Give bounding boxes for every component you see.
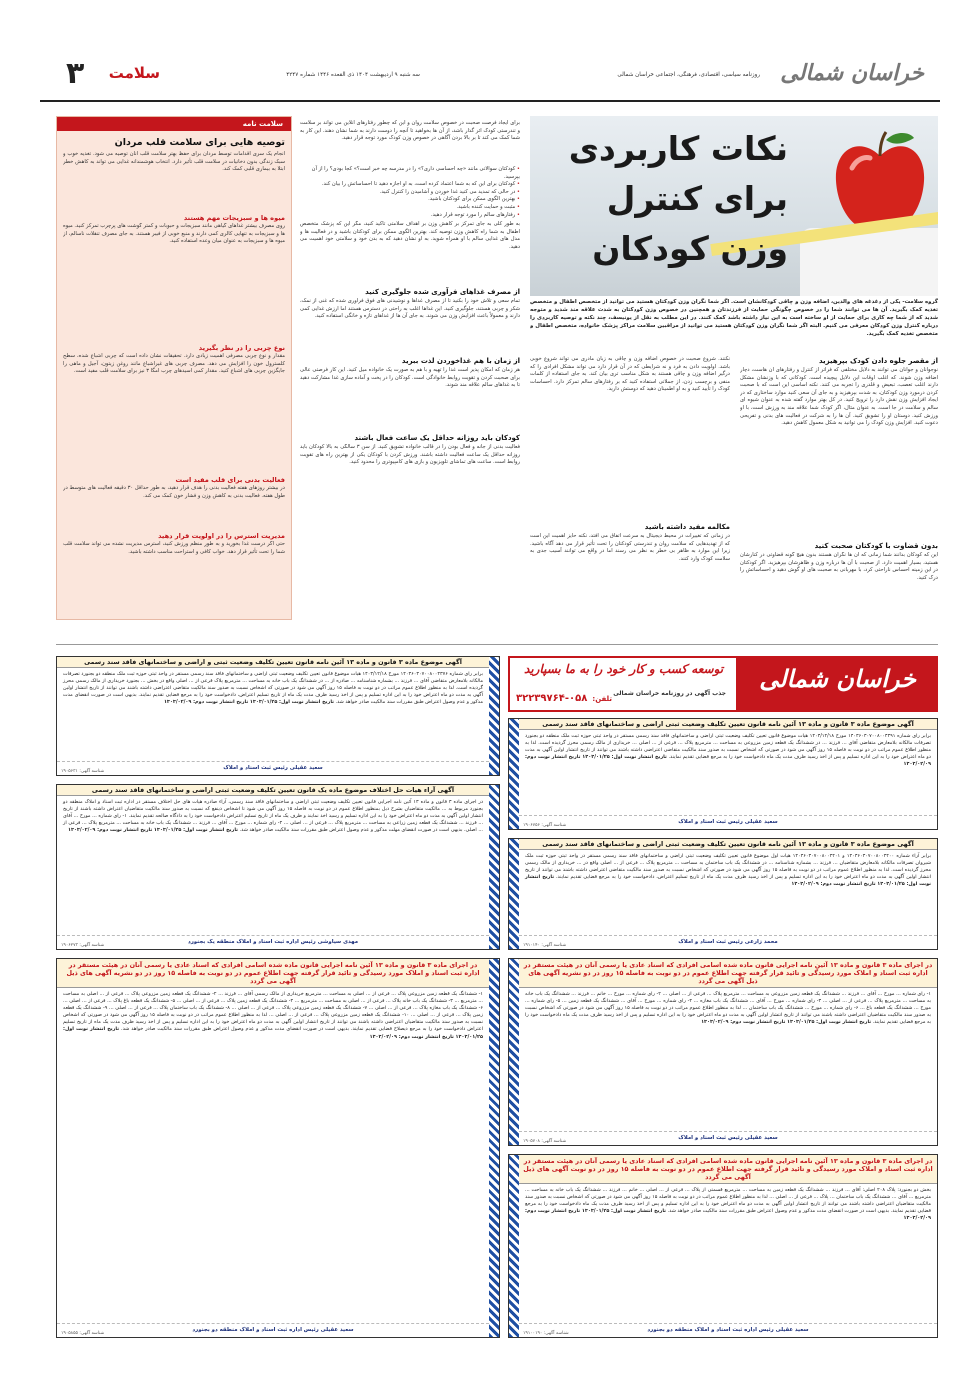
ad-body: برابر آراء شماره ۱۴۰۳۶۰۳۰۷۰۰۸۰۰۴۴۰۰ و ۱۴۰۳۶۰۳۰۷۰۰۸۰۰۴۴۰۱ هیات اول موضوع قانون تعیین تکلیف وضعیت ثبتی اراضی و ساختمانهای فاقد سند رسمی مستقر در واحد ثبتی حوزه ثبت ملک شیروان تصرفات مالکانه بلامعارض متقاضیان ... فرزند ... بشماره شناسنامه ... در ششدانگ یک باب ساختمان به مساحت ... مترمربع پلاک ... فرعی از ... اصلی واقع در ... خریداری از مالک رسمی محرز گردیده است. لذا به منظور اطلاع عموم مراتب در دو نوبت به فاصله ۱۵ روز آگهی می شود در صورتی که اشخاص نسبت به صدور سند مالکیت متقاضی اعتراضی داشته باشند می توانند از تاریخ انتشار اولین آگهی به مدت دو ماه اعتراض خود را به این اداره تسلیم و پس از اخذ رسید ظرف مدت یک ماه از تاریخ تسلیم اعتراض، دادخواست خود را به مرجع قضایی تقدیم نمایند. تاریخ انتشار نوبت اول: ۱۴۰۴/۰۱/۲۵ تاریخ انتشار نوبت دوم: ۱۴۰۴/۰۲/۰۹ — [525, 853, 931, 888]
col1-text: نوجوانان و جوانان می توانند به دلایل مختلفی که فراتر از کنترل و رفتارهای آن هاست، دچار اضافه وزن شوند. که اغلب اوقات این دلایل پیچیده است. کودکانی که با وزنشان مشکل دارند اغلب تعصب، تبعیض و قلدری را تجربه می کنند. نکته اساسی این است که با صحبت کردن درمورد وزن کودکتان، به شدت بپرهیزید و به جای آن سعی کنید موارد ساختاری که در ایجاد افزایش وزن نقش دارد را ترویج کنید. در کل بهتر موارد گفته شده به عنوان شیوه ای سالم و سلامت در جا است. به عنوان مثال، اگر کودک شما علاقه مند به ورزش است، با او ورزش کنید. دوستان او را تشویق کنید. آن ها را به شرکت در فعالیت های بدنی و تفریحی دعوت کنید. افزایش وزن کودک را می توانید به شکل معمول کاهش دهید. — [740, 367, 938, 427]
ad-ref: شناسه آگهی: ۱۹۰۵۸۵۵ — [61, 1331, 105, 1336]
ad-body: ۱- رای شماره ... مورخ ... آقای ... فرزند ... ششدانگ یک قطعه زمین مزروعی به مساحت ... مترمربع پلاک ... فرعی از ... اصلی ... ۲- رای شماره ... مورخ ... خانم ... فرزند ... ششدانگ یک باب خانه به مساحت ... مترمربع پلاک ... فرعی از ... اصلی ... ۳- رای شماره ... مورخ ... آقای ... ششدانگ یک باب مغازه ... ۴- رای شماره ... مورخ ... آقای ... ششدانگ یک قطعه زمین ... ۵- رای شماره ... مورخ ... ششدانگ یک قطعه باغ ... ۶- رای شماره ... مورخ ... ششدانگ یک باب ساختمان ... لذا به منظور اطلاع عموم مراتب در دو نوبت به فاصله ۱۵ روز آگهی می شود در صورتی که اشخاص نسبت به صدور سند مالکیت متقاضیان اعتراضی داشته باشند می توانند از تاریخ انتشار اولین آگهی به مدت دو ماه اعتراض خود را به این اداره تسلیم و پس از اخذ رسید ظرف مدت یک ماه دادخواست خود را به مرجع قضایی تقدیم نمایند. تاریخ انتشار نوبت اول: ۱۴۰۴/۰۱/۲۵ تاریخ انتشار نوبت دوم: ۱۴۰۴/۰۲/۰۹ — [525, 991, 931, 1026]
col2-text: نکنند. شروع صحبت در خصوص اضافه وزن و چاقی به زبان مادری می تواند شروع خوبی باشد. اولویت دادن به فرد و نه شرایطی که در آن قرار دارد می تواند مشکل افرادی را که درگیر اضافه وزن و چاقی هستند به شکل مناسب تری بیان کند. به جای استفاده از کلمات منفی و برچسب زدن، از جملاتی استفاده کنید که بر رفتارهای سالم تمرکز دارد. احساسات کودک را تأیید کنید و به او اطمینان دهید که دوستش دارید. — [530, 356, 730, 393]
ad-dates: تاریخ انتشار نوبت اول: ۱۴۰۴/۰۱/۲۵ تاریخ انتشار نوبت دوم: ۱۴۰۴/۰۲/۰۹ — [525, 754, 931, 768]
ad-ref: شناسه آگهی: ۱۹۱۰۱۴۰ — [523, 943, 567, 948]
ad-ref: شناسه آگهی: ۱۹۰۵۷۰۸ — [523, 1139, 567, 1144]
col2-heading: مکالمه مفید داشته باشید — [644, 523, 730, 531]
legal-ad-2 — [56, 784, 500, 950]
paper-tagline: روزنامه سیاسی، اقتصادی، فرهنگی، اجتماعی خراسان شمالی — [617, 72, 760, 78]
ad-signature: سعید عقیلی رئیس ثبت اسناد و املاک — [519, 815, 937, 829]
banner-phone[interactable]: ۰۵۸-۳۲۲۳۹۷۶۴ — [516, 693, 588, 704]
ad-headline: در اجرای ماده ۳ قانون و ماده ۱۳ آئین نامه اجرایی قانون ماده شده اسامی افرادی که اسناد عادی یا رسمی آنان در هیئت مستقر در اداره ثبت اسناد و املاک مورد رسیدگی و تائید قرار گرفته جهت اطلاع عموم در دو نوبت به فاصله ۱۵ روز در دو نشریه آگهی های ذیل آگهی می گردد — [519, 959, 937, 988]
col3-text-3: تمام سعی و تلاش خود را بکنید تا از مصرف غذاها و نوشیدنی های فوق فرآوری شده که غنی از نمک، شکر و چربی هستند، جلوگیری کنید. این غذاها اغلب به راحتی در دسترس هستند اما ارزش غذایی کمی دارند و معمولاً باعث افزایش وزن می شوند. به جای آن ها از غذاهای تازه و خانگی استفاده کنید. — [300, 298, 520, 320]
sidebar-h3: فعالیت بدنی برای قلب مفید است — [175, 476, 285, 484]
ad-dates: تاریخ انتشار نوبت اول: ۱۴۰۴/۰۱/۲۵ تاریخ انتشار نوبت دوم: ۱۴۰۴/۰۲/۰۹ — [67, 827, 239, 834]
ad-body: برابر رای شماره ۱۴۰۳۶۰۳۰۷۰۰۸۰۰۴۳۹۱ مورخ ۱۴۰۳/۱۲/۱۸ هیات موضوع قانون تعیین تکلیف وضعیت ثبتی اراضی و ساختمانهای فاقد سند رسمی مستقر در واحد ثبتی حوزه ثبت ملک منطقه دو بجنورد تصرفات مالکانه بلامعارض متقاضی آقای ... فرزند ... در ششدانگ یک قطعه زمین مزروعی به مساحت ... مترمربع پلاک ... فرعی از ... اصلی ... خریداری از مالک رسمی محرز گردیده است. لذا به منظور اطلاع عموم مراتب در دو نوبت به فاصله ۱۵ روز آگهی می شود در صورتی که اشخاص نسبت به صدور سند مالکیت متقاضی اعتراضی داشته باشند می توانند از تاریخ انتشار اولین آگهی به مدت دو ماه اعتراض خود را به این اداره تسلیم و پس از اخذ رسید ظرف مدت یک ماه دادخواست خود را به مرجع قضایی تقدیم نمایند. تاریخ انتشار نوبت اول: ۱۴۰۴/۰۱/۲۵ تاریخ انتشار نوبت دوم: ۱۴۰۴/۰۲/۰۹ — [525, 733, 931, 768]
ad-headline: آگهی آراء هیات حل اختلاف موضوع ماده یک قانون تعیین تکلیف وضعیت ثبتی اراضی و ساختمانهای فاقد سند رسمی — [57, 785, 489, 796]
sidebar-intro: انجام یک سری اقدامات توسط مردان برای حفظ بهتر سلامت قلب آنان توصیه می شود. تغذیه خوب و سبک زندگی بدون دخانیات در سلامت قلب تأثیر دارد. انتخاب هوشمندانه غذایی می تواند به کاهش خطر ابتلا به بیماری قلبی کمک کند. — [63, 151, 285, 173]
ad-headline: آگهی موضوع ماده ۳ قانون و ماده ۱۳ آئین نامه قانون تعیین تکلیف وضعیت ثبتی اراضی و ساختمانهای فاقد سند رسمی — [519, 839, 937, 850]
ad-headline: آگهی موضوع ماده ۳ قانون و ماده ۱۳ آئین نامه قانون تعیین تکلیف وضعیت ثبتی اراضی و ساختمانهای فاقد سند رسمی — [519, 719, 937, 730]
sidebar-label-bar — [57, 117, 291, 131]
ad-body: در اجرای ماده ۳ قانون و ماده ۱۳ آئین نامه اجرایی قانون تعیین تکلیف وضعیت ثبتی اراضی و ساختمانهای فاقد سند رسمی، آراء صادره هیات های حل اختلاف مستقر در اداره ثبت اسناد و املاک منطقه دو بجنورد مربوط به ... مالکیت متقاضیان بشرح ذیل بمنظور اطلاع عموم در دو نوبت به فاصله ۱۵ روز آگهی می شود تا اشخاص ذینفع که نسبت به صدور سند مالکیت متقاضیان اعتراض داشته باشند از تاریخ انتشار اولین آگهی به مدت دو ماه اعتراض خود را به این اداره تسلیم و رسید اخذ نمایند و ظرف یک ماه از تاریخ تسلیم اعتراض دادخواست خود را به دادگاه صالحه تقدیم نمایند. ۱- رای شماره ... مورخ ... آقای ... فرزند ... ششدانگ یک قطعه زمین زراعی به مساحت ... مترمربع پلاک ... فرعی از ... اصلی ... ۲- رای شماره ... مورخ ... آقای ... فرزند ... ششدانگ یک باب خانه به مساحت ... مترمربع پلاک ... فرعی از ... اصلی. بدیهی است در صورت انقضای مهلت مذکور و عدم وصول اعتراض طبق مقررات سند مالکیت صادر خواهد شد. تاریخ انتشار نوبت اول: ۱۴۰۴/۰۱/۲۵ تاریخ انتشار نوبت دوم: ۱۴۰۴/۰۲/۰۹ — [63, 799, 484, 834]
legal-ad-4 — [508, 838, 938, 950]
col3-heading-3: کودکان باید روزانه حداقل یک ساعت فعال باشند — [354, 434, 520, 443]
col1-heading: از مقصر جلوه دادن کودک بپرهیزید — [818, 357, 938, 365]
health-sidebar — [56, 116, 292, 620]
ad-dates: تاریخ انتشار نوبت اول: ۱۴۰۴/۰۱/۲۵ تاریخ انتشار نوبت دوم: ۱۴۰۴/۰۲/۰۹ — [163, 699, 334, 706]
sidebar-label: سلامت نامه — [242, 120, 283, 128]
ad-body: بخش دو بجنورد: پلاک ۲۰۸ اصلی: آقای ... فرزند ... ششدانگ یک قطعه زمین به مساحت ... مترمربع قسمتی از پلاک ... فرعی از ... اصلی ... خانم ... فرزند ... ششدانگ یک باب خانه به مساحت ... مترمربع ... آقای ... ششدانگ یک باب ساختمان ... پلاک ... فرعی از ... اصلی ... لذا به منظور اطلاع عموم مراتب در دو نوبت به فاصله ۱۵ روز آگهی می شود در صورتی که اشخاص نسبت به صدور سند مالکیت متقاضیان اعتراضی داشته باشند می توانند از تاریخ انتشار اولین آگهی به مدت دو ماه اعتراض خود را به این اداره تسلیم و پس از اخذ رسید ظرف مدت یک ماه دادخواست خود را به مرجع قضایی تقدیم نمایند. بدیهی است در صورت انقضای مدت مذکور و عدم وصول اعتراض طبق مقررات سند مالکیت صادر خواهد شد. تاریخ انتشار نوبت اول: ۱۴۰۴/۰۱/۲۵ تاریخ انتشار نوبت دوم: ۱۴۰۴/۰۲/۰۹ — [525, 1187, 932, 1222]
banner-sub: جذب آگهی در روزنامه خراسان شمالی — [613, 690, 726, 697]
col3-text-5: فعالیت بدنی از جانه و فعال بودن را در قالب خانواده تشویق کنید. از سن ۳ سالگی به بالا کودکان باید روزانه حداقل یک ساعت فعالیت داشته باشند. ورزش کردن با کودکان یکی از بهترین راه های تقویت روابط است. ساعت های تماشای تلویزیون و بازی های کامپیوتری را محدود کنید. — [300, 444, 520, 466]
col3-text: برای ایجاد فرصت صحبت در خصوص سلامت روان و این که چطور رفتارهای آنلاین می تواند بر سلامت و تندرستی کودک اثر گذار باشد، از آن ها بخواهید تا آنچه را دوست دارند به شما نشان دهند. این کار به شما کمک می کند تا بر بالا بردن آگاهی در خصوص وزن کودک مورد توجه قرار دهید. — [300, 120, 520, 142]
issue-date-line: سه شنبه ۹ اردیبهشت ۱۴۰۴ ذی القعده ۱۴۴۶ شماره ۴۲۴۷ — [286, 72, 420, 78]
col3-bullet: • مثبت و حمایت کننده باشید. — [456, 203, 520, 210]
col1-heading-2: بدون قضاوت با کودکتان صحبت کنید — [814, 542, 938, 550]
feature-col-2 — [530, 356, 730, 618]
legal-ad-6 — [508, 958, 938, 1146]
banner-phone-label: تلفن: — [592, 695, 613, 703]
sidebar-h4: مدیریت استرس را در اولویت قرار دهید — [158, 532, 285, 540]
feature-lead: گروه سلامت- یکی از دغدغه های والدین، اضافه وزن و چاقی کودکانشان است. اگر شما نگران وزن کودکتان هستید می توانید از متخصص اطفال و متخصص تغذیه کمک بگیرید. آن ها می توانند شما را در خصوص چگونگی حمایت از فرزندتان و همچنین در خصوص وزن کودکتان به شدت علاقه مند شدید و متوجه شدید که از شما چه کاری برای حمایت از او ساخته است به این نیاز داشته باشد کمک کنند. در این مطلب به نقل از یونیسف، چند نکته و توصیه کاربردی را درباره کنترل وزن کودکان معرفی می کنیم. البته اگر شما نگران وزن کودکتان هستید می توانید از مراقبین سلامت مراکز پزشک خانواده، متخصص اطفال و متخصص تغذیه کمک بگیرید. — [530, 299, 938, 337]
col3-bullet: • بهترین الگوی ممکن برای کودکتان باشید. — [428, 196, 520, 203]
col2-text-2: در زمانی که تغییرات در محیط دیجیتال به سرعت اتفاق می افتد، نکته حایز اهمیت این است که از تهدیدهایی که سلامت روان و تندرستی کودکتان را تحت تأثیر قرار می دهد آگاه باشید. زیرا این موارد به ظاهر بی خطر به نظر می رسند اما در واقع می توانند آسیب جدی به سلامت کودک وارد کنند. — [530, 533, 730, 562]
col3-text-4: هر زمان که امکان پذیر است غذا را تهیه و با هم به صورت یک خانواده میل کنید. این کار فرصتی عالی برای صحبت کردن و تقویت روابط خانوادگی است. کودکان را در پخت و آماده سازی غذا مشارکت دهید تا به غذاهای سالم علاقه مند شوند. — [300, 367, 520, 389]
col3-bullet: • در حالی که تمدید می کنید غذا خوردن و آشامیدن را کنترل کنید. — [379, 188, 520, 195]
legal-ad-7 — [508, 1154, 938, 1338]
ad-body: ۱- ششدانگ یک قطعه زمین مزروعی پلاک ... فرعی از ... اصلی به مساحت ... مترمربع خریداری از مالک رسمی آقای ... فرزند ... ۲- ششدانگ یک قطعه زمین مزروعی پلاک ... فرعی از ... اصلی به مساحت ... مترمربع ... ۳- ششدانگ یک باب خانه پلاک ... فرعی از ... اصلی به مساحت ... مترمربع ... ۴- ششدانگ یک قطعه زمین پلاک ... فرعی از ... اصلی ... ۵- ششدانگ یک قطعه باغ پلاک ... فرعی از ... اصلی ... ۶- ششدانگ یک باب مغازه پلاک ... فرعی از ... اصلی ... ۷- ششدانگ یک قطعه زمین مزروعی پلاک ... فرعی از ... اصلی ... ۸- ششدانگ یک باب ساختمان پلاک ... فرعی از ... اصلی ... ۹- ششدانگ یک قطعه زمین پلاک ... فرعی از ... اصلی ... ۱۰- ششدانگ یک قطعه زمین مزروعی پلاک ... فرعی از ... اصلی ... لذا به منظور اطلاع عموم مراتب در دو نوبت به فاصله ۱۵ روز آگهی می شود در صورتی که اشخاص نسبت به صدور سند مالکیت متقاضیان اعتراضی داشته باشند می توانند از تاریخ انتشار اولین آگهی به مدت دو ماه اعتراض خود را به این اداره تسلیم و پس از اخذ رسید ظرف مدت یک ماه از تاریخ تسلیم اعتراض دادخواست خود را به مرجع ذیصلاح قضایی تقدیم نمایند. بدیهی است در صورت انقضای مدت مذکور و عدم وصول اعتراض طبق مقررات سند مالکیت صادر خواهد شد. تاریخ انتشار نوبت اول: ۱۴۰۴/۰۱/۲۵ تاریخ انتشار نوبت دوم: ۱۴۰۴/۰۲/۰۹ — [63, 991, 484, 1040]
page-number: ۳ — [66, 56, 85, 91]
ad-signature: سعید عقیلی رئیس ثبت اسناد و املاک — [519, 1131, 937, 1145]
col1-text-2: این که کودکان بدانند شما زمانی که آن ها نگران هستند بدون هیچ گونه قضاوتی در کنارشان هستید، بسیار اهمیت دارد. از صحبت با آن ها درباره وزن و ظاهرشان بپرهیزید. اگر کودکتان در این زمینه احساس ناراحتی کرد، با مهربانی به صحبت های او گوش دهید و احساساتش را درک کنید. — [740, 552, 938, 581]
ad-dates: تاریخ انتشار نوبت اول: ۱۴۰۴/۰۱/۲۵ تاریخ انتشار نوبت دوم: ۱۴۰۴/۰۲/۰۹ — [701, 1019, 872, 1026]
legal-ad-5 — [56, 958, 500, 1338]
ad-signature: مهدی سیاوشی رئیس اداره ثبت اسناد و املاک منطقه یک بجنورد — [57, 935, 489, 949]
ad-signature: سعید عقیلی رئیس اداره ثبت اسناد و املاک منطقه دو بجنورد — [519, 1323, 937, 1337]
feature-headline — [538, 124, 788, 284]
banner-headline: توسعه کسب و کار خود را به ما بسپارید — [524, 662, 724, 676]
ad-ref: شناسه آگهی: ۱۹۱۰۰۱۹۰ — [523, 1331, 569, 1336]
ad-signature: سعید عقیلی رئیس اداره ثبت اسناد و املاک منطقه دو بجنورد — [57, 1323, 489, 1337]
sidebar-t1: روی مصرف بیشتر غذاهای گیاهی مانند سبزیجات و حبوبات و کمتر گوشت های پرچرب تمرکز کنید. میوه ها و سبزیجات به تنهایی کالری کمی دارند و منبع خوبی از فیبر هستند. به جای مصرف تنقلات ناسالم، از میوه ها و سبزیجات به عنوان میان وعده استفاده کنید. — [63, 223, 285, 245]
ad-ref: شناسه آگهی: ۱۹۰۶۷۵۶ — [523, 823, 567, 828]
ad-dates: تاریخ انتشار نوبت اول: ۱۴۰۴/۰۱/۲۵ تاریخ انتشار نوبت دوم: ۱۴۰۴/۰۲/۰۹ — [63, 1026, 483, 1040]
headline-line-3: وزن کودکان — [592, 229, 788, 268]
ad-signature: سعید عقیلی رئیس ثبت اسناد و املاک — [57, 761, 489, 775]
ad-dates: تاریخ انتشار نوبت اول: ۱۴۰۴/۰۱/۲۵ تاریخ انتشار نوبت دوم: ۱۴۰۴/۰۲/۰۹ — [525, 874, 931, 888]
headline-line-2: برای کنترل — [606, 179, 788, 218]
sidebar-t2: مقدار و نوع چربی مصرفی اهمیت زیادی دارد. تحقیقات نشان داده است که چربی اشباع شده، سطح کلسترول خون را افزایش می دهد. مصرف چربی های غیراشباع مانند روغن زیتون، آجیل و ماهی را جایگزین چربی های اشباع کنید. مقدار کمی اسیدهای چرب امگا ۳ نیز برای سلامت قلب مفید است. — [63, 353, 285, 375]
sidebar-h2: نوع چربی را در نظر بگیرید — [198, 344, 285, 352]
legal-ad-3 — [508, 718, 938, 830]
ad-headline: در اجرای ماده ۳ قانون و ماده ۱۳ آئین نامه اجرایی قانون ماده شده اسامی افرادی که اسناد عادی یا رسمی آنان در هیئت مستقر در اداره ثبت اسناد و املاک مورد رسیدگی و تائید قرار گرفته جهت اطلاع عموم در دو نوبت به فاصله ۱۵ روز در دو نشریه آگهی های ذیل آگهی می گردد — [57, 959, 489, 988]
ad-signature: محمد زارعی رئیس ثبت اسناد و املاک — [519, 935, 937, 949]
ad-ref: شناسه آگهی: ۱۹۰۶۲۷۳ — [61, 943, 105, 948]
col3-text-2: به طور کلی به جای تمرکز بر کاهش وزن بر اهداف سلامتی تاکید کنید، مگر این که پزشک متخصص اطفال به شما راه کاهش وزن توصیه کند. بهترین الگوی ممکن برای کودکتان باشید و در فعالیت ها و مدل های غذایی سالم با او همراه شوید. به او نشان دهید که به بدن خود و سلامتی خود اهمیت می دهید. — [300, 221, 520, 250]
col3-heading: از مصرف غذاهای فرآوری شده جلوگیری کنید — [365, 288, 520, 297]
feature-col-3 — [300, 120, 520, 620]
banner-logo-block — [736, 658, 936, 710]
col3-bullet: • کودکتان سوالاتی مانند «چه احساسی داری؟» را در مدرسه چه خبر است؟» کجا بودی؟ را از آن بپرسید. — [311, 166, 520, 180]
banner-logo: خراسان شمالی — [759, 664, 916, 693]
banner-phone-row — [516, 686, 612, 705]
sidebar-title: توصیه هایی برای سلامت قلب مردان — [114, 137, 285, 148]
sidebar-t4: حتی اگر درست غذا بخورید و به طور منظم ورزش کنید، استرس مدیریت نشده می تواند سلامت قلب شما را تحت تأثیر قرار دهد. خواب کافی و استراحت مناسب داشته باشید. — [63, 541, 285, 555]
section-name: سلامت — [108, 64, 160, 82]
feature-col-1 — [740, 356, 938, 618]
col3-heading-2: از زمان با هم غذاخوردن لذت ببرید — [401, 357, 520, 366]
col3-bullets — [300, 166, 520, 219]
sidebar-t3: در بیشتر روزهای هفته فعالیت بدنی را هدف قرار دهید، به طور حداقل ۳۰ دقیقه فعالیت های متوسط در طول هفته. فعالیت بدنی به کاهش وزن و فشار خون کمک می کند. — [63, 485, 285, 499]
ad-dates: تاریخ انتشار نوبت اول: ۱۴۰۴/۰۱/۲۵ تاریخ انتشار نوبت دوم: ۱۴۰۴/۰۲/۰۹ — [525, 1208, 931, 1222]
paper-logo[interactable]: خراسان شمالی — [780, 60, 924, 86]
promo-banner[interactable] — [508, 656, 938, 712]
masthead-divider — [40, 100, 940, 102]
ad-ref: شناسه آگهی: ۱۹۰۵۶۳۱ — [61, 769, 105, 774]
legal-ad-1 — [56, 656, 500, 776]
col3-bullet: • رفتارهای سالم را مورد توجه قرار دهید. — [430, 211, 520, 218]
ad-headline: در اجرای ماده ۳ قانون و ماده ۱۳ آئین نامه اجرایی قانون ماده شده اسامی افرادی که اسناد عادی یا رسمی آنان در هیئت مستقر در اداره ثبت اسناد و املاک مورد رسیدگی و تائید قرار گرفته جهت اطلاع عموم در دو نوبت به فاصله ۱۵ روز در دو نوبت آگهی های ذیل آگهی می گردد — [519, 1155, 937, 1184]
headline-line-1: نکات کاربردی — [568, 129, 788, 168]
ads-divider — [56, 644, 938, 645]
sidebar-h1: میوه ها و سبزیجات مهم هستند — [183, 214, 285, 222]
ad-body: برابر رای شماره ۱۴۰۳۶۰۳۰۷۰۰۸۰۰۴۳۷۶ مورخ ۱۴۰۳/۱۲/۱۸ هیات موضوع قانون تعیین تکلیف وضعیت ثبتی اراضی و ساختمانهای فاقد سند رسمی مستقر در واحد ثبتی حوزه ثبت ملک منطقه دو بجنورد تصرفات مالکانه بلامعارض متقاضی آقای ... فرزند ... بشماره شناسنامه ... صادره از ... در ششدانگ یک باب خانه به مساحت ... مترمربع پلاک فرعی از ... اصلی واقع در بخش ... بجنورد خریداری از مالک رسمی محرز گردیده است. لذا به منظور اطلاع عموم مراتب در دو نوبت به فاصله ۱۵ روز آگهی می شود در صورتی که اشخاص نسبت به صدور سند مالکیت متقاضی اعتراضی داشته باشند می توانند از تاریخ انتشار اولین آگهی به مدت دو ماه اعتراض خود را به این اداره تسلیم و پس از اخذ رسید ظرف مدت یک ماه از تاریخ تسلیم اعتراض، دادخواست خود را به مرجع قضایی تقدیم نمایند. بدیهی است در صورت انقضای مدت مذکور و عدم وصول اعتراض طبق مقررات سند مالکیت صادر خواهد شد. تاریخ انتشار نوبت اول: ۱۴۰۴/۰۱/۲۵ تاریخ انتشار نوبت دوم: ۱۴۰۴/۰۲/۰۹ — [63, 671, 484, 706]
col3-bullet: • کودکتان برای این که به شما اعتماد کرده است، به او اجازه دهید تا احساساتش را بیان کند. — [321, 181, 520, 188]
masthead — [40, 56, 940, 104]
ad-headline: آگهی موضوع ماده ۳ قانون و ماده ۱۳ آئین نامه قانون تعیین تکلیف وضعیت ثبتی و اراضی و ساختمانهای فاقد سند رسمی — [57, 657, 489, 668]
